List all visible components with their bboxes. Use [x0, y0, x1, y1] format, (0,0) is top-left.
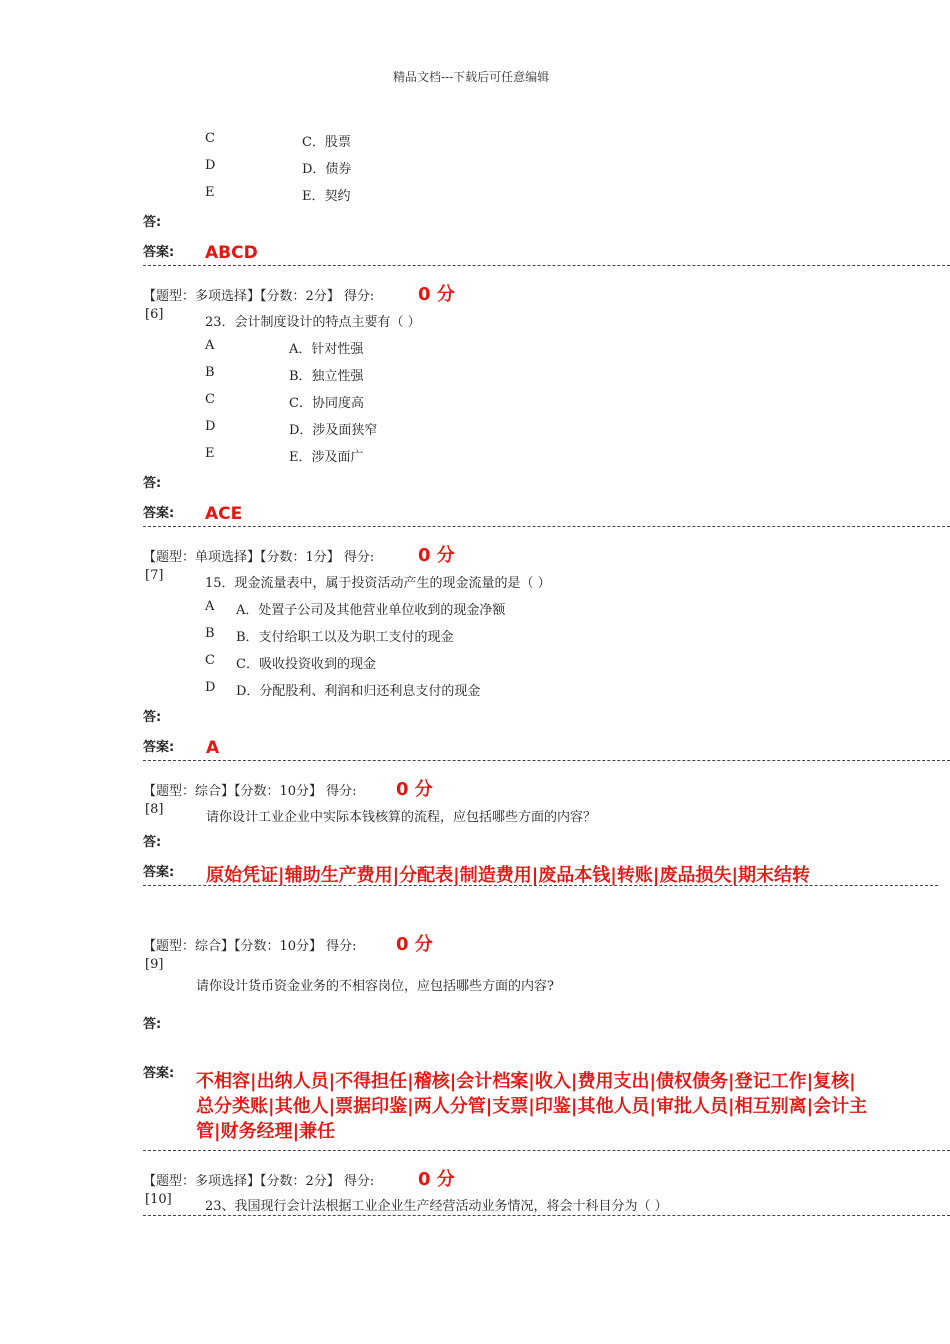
- question-text: 请你设计工业企业中实际本钱核算的流程，应包括哪些方面的内容？: [206, 810, 597, 825]
- answer-label: 答案:: [143, 1066, 175, 1081]
- answer-label: 答案:: [143, 740, 175, 755]
- option-text-c: C．吸收投资收到的现金: [236, 657, 376, 672]
- option-text-e: E．涉及面广: [289, 450, 364, 465]
- option-text-e: E．契约: [302, 189, 351, 204]
- option-text-c: C．股票: [302, 135, 351, 150]
- option-text-d: D．债券: [302, 162, 352, 177]
- reply-label: 答:: [143, 1017, 162, 1032]
- score-value: 0 分: [418, 1169, 455, 1190]
- reply-label: 答:: [143, 710, 162, 725]
- question-text: 15．现金流量表中，属于投资活动产生的现金流量的是（ ）: [205, 576, 551, 591]
- answer-label: 答案:: [143, 506, 175, 521]
- option-letter-a: A: [205, 599, 215, 614]
- answer-line-2: 总分类账|其他人|票据印鉴|两人分管|支票|印鉴|其他人员|审批人员|相互别离|会计主: [196, 1096, 868, 1117]
- divider: [143, 265, 950, 266]
- option-letter-c: C: [205, 392, 215, 407]
- option-text-b: B．独立性强: [289, 369, 364, 384]
- answer-value: ACE: [205, 504, 243, 524]
- question-meta: 【题型：多项选择】【分数：2分】 得分:: [143, 1174, 375, 1189]
- option-letter-e: E: [205, 446, 215, 461]
- option-letter-e: E: [205, 185, 215, 200]
- divider: [143, 760, 950, 761]
- question-number: [9]: [145, 957, 164, 972]
- option-text-d: D．涉及面狭窄: [289, 423, 378, 438]
- question-meta: 【题型：单项选择】【分数：1分】 得分:: [143, 550, 375, 565]
- option-letter-c: C: [205, 653, 215, 668]
- question-text: 请你设计货币资金业务的不相容岗位，应包括哪些方面的内容?: [196, 979, 554, 994]
- answer-line-3: 管|财务经理|兼任: [196, 1121, 336, 1142]
- divider: [143, 885, 938, 886]
- answer-value: ABCD: [205, 243, 258, 263]
- question-meta: 【题型：综合】【分数：10分】 得分:: [143, 784, 357, 799]
- score-value: 0 分: [396, 779, 433, 800]
- divider: [143, 1215, 950, 1216]
- reply-label: 答:: [143, 835, 162, 850]
- option-letter-c: C: [205, 131, 215, 146]
- answer-label: 答案:: [143, 865, 175, 880]
- question-meta: 【题型：综合】【分数：10分】 得分:: [143, 939, 357, 954]
- option-letter-b: B: [205, 626, 215, 641]
- answer-value: A: [206, 738, 220, 758]
- answer-line-1: 不相容|出纳人员|不得担任|稽核|会计档案|收入|费用支出|债权债务|登记工作|复核|: [196, 1071, 856, 1092]
- option-text-d: D．分配股利、利润和归还利息支付的现金: [236, 684, 481, 699]
- option-letter-d: D: [205, 680, 216, 695]
- option-text-b: B．支付给职工以及为职工支付的现金: [236, 630, 454, 645]
- page-header: 精品文档---下载后可任意编辑: [393, 70, 550, 84]
- divider: [143, 526, 950, 527]
- question-number: [10]: [145, 1192, 172, 1207]
- answer-value: 原始凭证|辅助生产费用|分配表|制造费用|废品本钱|转账|废品损失|期末结转: [206, 865, 811, 886]
- question-meta: 【题型：多项选择】【分数：2分】 得分:: [143, 289, 375, 304]
- question-text: 23．会计制度设计的特点主要有（ ）: [205, 315, 421, 330]
- score-value: 0 分: [396, 934, 433, 955]
- option-text-a: A．处置子公司及其他营业单位收到的现金净额: [236, 603, 506, 618]
- reply-label: 答:: [143, 215, 162, 230]
- option-text-a: A．针对性强: [289, 342, 364, 357]
- option-letter-b: B: [205, 365, 215, 380]
- divider: [143, 1150, 950, 1151]
- score-value: 0 分: [418, 284, 455, 305]
- option-letter-d: D: [205, 158, 216, 173]
- option-text-c: C．协同度高: [289, 396, 364, 411]
- question-number: [7]: [145, 568, 164, 583]
- option-letter-d: D: [205, 419, 216, 434]
- question-number: [8]: [145, 802, 164, 817]
- score-value: 0 分: [418, 545, 455, 566]
- reply-label: 答:: [143, 476, 162, 491]
- answer-label: 答案:: [143, 245, 175, 260]
- option-letter-a: A: [205, 338, 215, 353]
- question-number: [6]: [145, 307, 164, 322]
- question-text: 23、我国现行会计法根据工业企业生产经营活动业务情况，将会十科目分为（ ）: [205, 1199, 668, 1214]
